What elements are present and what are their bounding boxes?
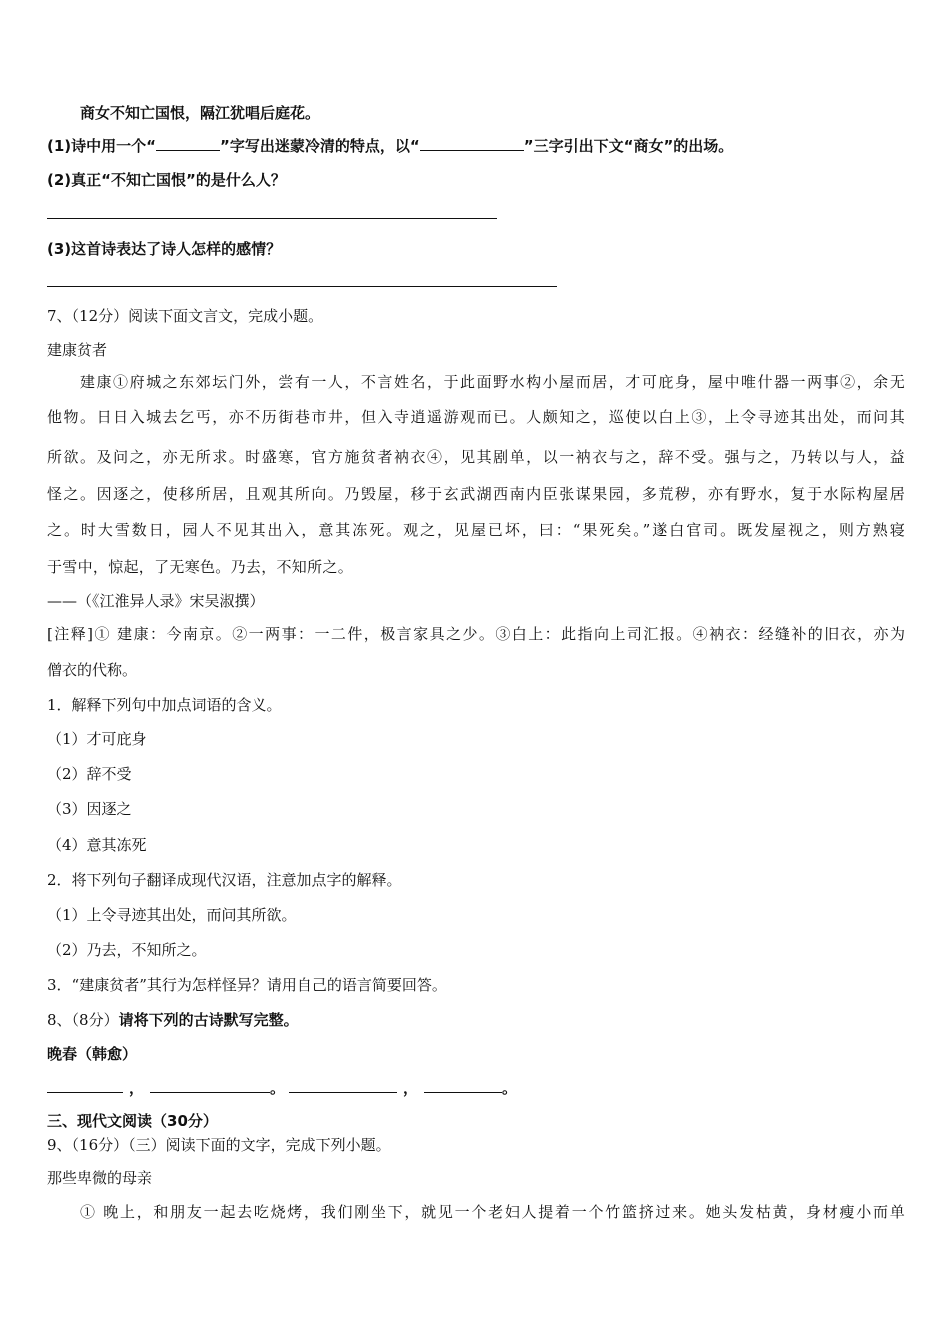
question-8 bbox=[47, 1010, 299, 1030]
q1-part-b: ”字写出迷蒙冷清的特点，以“ bbox=[220, 137, 420, 155]
passage-line-2: 他物。日日入城去乞丐，亦不历街巷市井，但入寺逍遥游观而已。人颇知之，巡使以白上③，上令寻迹其出处，而问其 bbox=[47, 408, 905, 426]
passage-line-5: 之。时大雪数日，园人不见其出入，意其冻死。观之，见屋已坏，曰：“果死矣。”遂白官司。既发屋视之，则方熟寝 bbox=[47, 521, 905, 539]
section-3-heading: 三、现代文阅读（30分） bbox=[47, 1112, 218, 1130]
q1-blank-1[interactable] bbox=[156, 136, 220, 151]
q8-score: 8、（8分） bbox=[47, 1011, 119, 1029]
sub1-item: （2）辞不受 bbox=[47, 765, 132, 783]
passage-line-1: 建康①府城之东郊坛门外，尝有一人，不言姓名，于此面野水构小屋而居，才可庇身，屋中唯什器一两事②，余无 bbox=[80, 373, 905, 391]
punct: ， bbox=[129, 1079, 145, 1097]
sub1-item: （3）因逐之 bbox=[47, 800, 132, 818]
q1-part-c: ”三字引出下文“商女”的出场。 bbox=[523, 137, 734, 155]
poem-blank-4[interactable] bbox=[424, 1078, 502, 1093]
sub2-item: （1）上令寻迹其出处，而问其所欲。 bbox=[47, 906, 297, 924]
question-3: (3)这首诗表达了诗人怎样的感情？ bbox=[47, 240, 282, 258]
q1-part-a: (1)诗中用一个“ bbox=[47, 137, 157, 155]
passage-title: 建康贫者 bbox=[47, 341, 108, 359]
poem-title: 晚春（韩愈） bbox=[47, 1045, 138, 1063]
notes-line-2: 僧衣的代称。 bbox=[47, 661, 138, 679]
sub1-item: （4）意其冻死 bbox=[47, 836, 147, 854]
notes-line-1: [注释]① 建康：今南京。②一两事：一二件，极言家具之少。③白上：此指向上司汇报。④衲衣：经缝补的旧衣，亦为 bbox=[47, 625, 905, 643]
question-9: 9、（16分）（三）阅读下面的文字，完成下列小题。 bbox=[47, 1136, 391, 1154]
question-2: (2)真正“不知亡国恨”的是什么人？ bbox=[47, 171, 286, 189]
poem-blank-1[interactable] bbox=[47, 1078, 123, 1093]
article-paragraph-1: ① 晚上，和朋友一起去吃烧烤，我们刚坐下，就见一个老妇人提着一个竹篮挤过来。她头发枯黄，身材瘦小而单 bbox=[80, 1203, 905, 1221]
q8-instruction: 请将下列的古诗默写完整。 bbox=[118, 1011, 299, 1029]
poem-last-line: 商女不知亡国恨，隔江犹唱后庭花。 bbox=[80, 104, 321, 122]
passage-source: ——（《江淮异人录》宋吴淑撰） bbox=[47, 592, 265, 610]
sub1-item: （1）才可庇身 bbox=[47, 730, 147, 748]
punct: 。 bbox=[502, 1079, 518, 1097]
poem-blank-2[interactable] bbox=[150, 1078, 270, 1093]
poem-fill-blanks bbox=[47, 1078, 517, 1098]
q1-blank-2[interactable] bbox=[420, 136, 524, 151]
passage-line-4: 怪之。因逐之，使移所居，且观其所向。乃毁屋，移于玄武湖西南内臣张谋果园，多荒秽，亦有野水，复于水际构屋居 bbox=[47, 485, 905, 503]
question-1 bbox=[47, 136, 733, 156]
q2-answer-line[interactable] bbox=[47, 218, 497, 219]
poem-blank-3[interactable] bbox=[289, 1078, 397, 1093]
sub2-item: （2）乃去，不知所之。 bbox=[47, 941, 207, 959]
sub-question-1: 1．解释下列句中加点词语的含义。 bbox=[47, 696, 282, 714]
sub-question-2: 2．将下列句子翻译成现代汉语，注意加点字的解释。 bbox=[47, 871, 402, 889]
q3-answer-line[interactable] bbox=[47, 286, 557, 287]
passage-line-3: 所欲。及问之，亦无所求。时盛寒，官方施贫者衲衣④，见其剧单，以一衲衣与之，辞不受。强与之，乃转以与人，益 bbox=[47, 448, 905, 466]
article-title: 那些卑微的母亲 bbox=[47, 1169, 153, 1187]
punct: 。 bbox=[270, 1079, 286, 1097]
passage-line-6: 于雪中，惊起，了无寒色。乃去，不知所之。 bbox=[47, 558, 354, 576]
question-7-header: 7、（12分）阅读下面文言文，完成小题。 bbox=[47, 307, 324, 325]
punct: ， bbox=[403, 1079, 419, 1097]
sub-question-3: 3．“建康贫者”其行为怎样怪异？请用自己的语言简要回答。 bbox=[47, 976, 447, 994]
